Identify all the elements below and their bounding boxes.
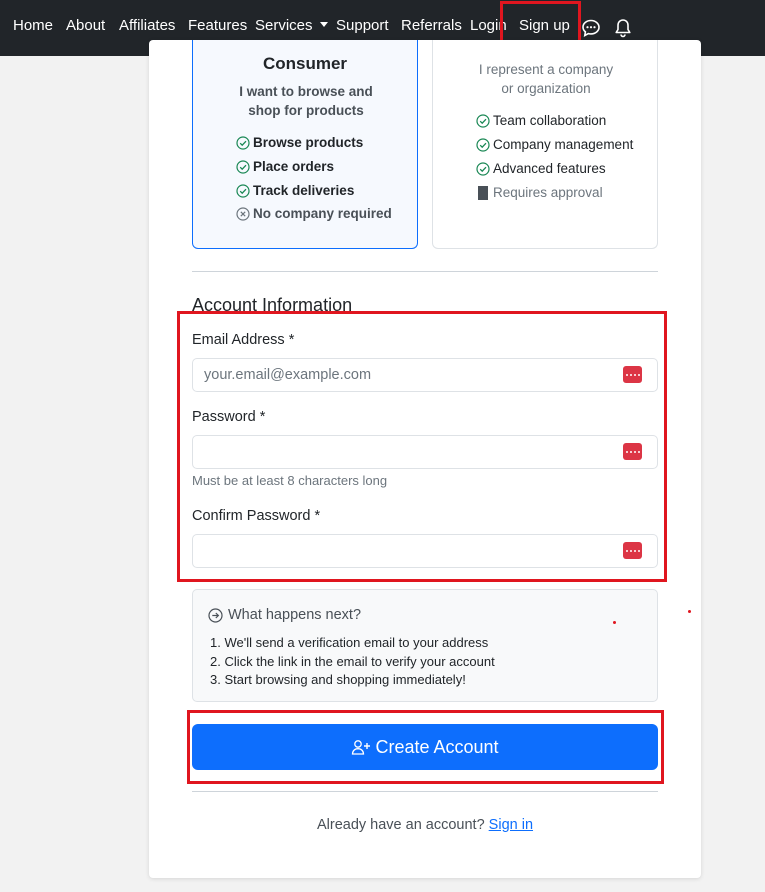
check-circle-icon xyxy=(236,160,250,174)
next-steps-title xyxy=(208,607,361,623)
next-step-item: 2. Click the link in the email to verify your account xyxy=(210,654,495,669)
next-step-item: 3. Start browsing and shopping immediately! xyxy=(210,672,466,687)
nav-support-link[interactable]: Support xyxy=(336,17,389,34)
create-account-label: Create Account xyxy=(375,736,499,757)
feature-label: Requires approval xyxy=(493,185,603,200)
form-fields-highlight-box xyxy=(177,311,667,582)
feature-label: Team collaboration xyxy=(493,113,607,128)
check-circle-icon xyxy=(476,162,490,176)
signin-prompt xyxy=(192,817,658,833)
consumer-feature-item xyxy=(236,206,392,222)
company-feature-item xyxy=(476,113,606,129)
consumer-feature-item xyxy=(236,183,354,199)
check-circle-icon xyxy=(236,184,250,198)
feature-label: Company management xyxy=(493,137,634,152)
next-step-item: 1. We'll send a verification email to your address xyxy=(210,635,489,650)
annotation-dot xyxy=(613,621,616,624)
password-label: Password * xyxy=(192,409,266,425)
hourglass-icon xyxy=(478,186,488,200)
check-circle-icon xyxy=(476,138,490,152)
x-circle-icon xyxy=(236,207,250,221)
next-steps-title-text: What happens next? xyxy=(228,607,362,623)
signin-link[interactable]: Sign in xyxy=(488,817,534,833)
nav-affiliates-link[interactable]: Affiliates xyxy=(119,17,176,34)
footer-divider xyxy=(192,791,658,792)
consumer-title: Consumer xyxy=(262,54,348,73)
consumer-feature-item xyxy=(236,135,363,151)
annotation-dot xyxy=(688,610,691,613)
signin-prompt-text: Already have an account? xyxy=(316,817,485,833)
password-help-text: Must be at least 8 characters long xyxy=(192,473,388,488)
create-account-highlight-box xyxy=(187,710,664,784)
confirm-password-label: Confirm Password * xyxy=(192,508,321,524)
arrow-right-circle-icon xyxy=(208,608,223,623)
next-steps-panel xyxy=(192,589,658,702)
caret-down-icon xyxy=(320,22,328,27)
nav-features-link[interactable]: Features xyxy=(188,17,248,34)
section-divider xyxy=(192,271,658,272)
consumer-feature-item xyxy=(236,159,334,175)
nav-referrals-link[interactable]: Referrals xyxy=(401,17,462,34)
nav-signup-link[interactable]: Sign up xyxy=(519,17,570,34)
feature-label: Track deliveries xyxy=(253,183,355,198)
feature-label: Advanced features xyxy=(493,161,606,176)
nav-services-dropdown[interactable] xyxy=(255,17,328,35)
account-info-heading: Account Information xyxy=(192,295,353,315)
feature-label: No company required xyxy=(253,206,392,221)
nav-about-link[interactable]: About xyxy=(66,17,106,34)
company-feature-item xyxy=(476,137,633,153)
nav-login-link[interactable]: Login xyxy=(470,17,507,34)
company-feature-item xyxy=(476,161,606,177)
feature-label: Place orders xyxy=(253,159,335,174)
consumer-description: I want to browse and shop for products xyxy=(239,84,373,118)
consumer-account-option[interactable] xyxy=(192,40,418,249)
signup-highlight-box xyxy=(500,1,581,45)
company-feature-item xyxy=(478,185,603,201)
nav-services-label: Services xyxy=(255,17,313,34)
company-account-option[interactable] xyxy=(432,40,658,249)
company-description: I represent a company or organization xyxy=(478,62,614,96)
nav-home-link[interactable]: Home xyxy=(13,17,54,34)
check-circle-icon xyxy=(476,114,490,128)
email-label: Email Address * xyxy=(192,332,295,348)
feature-label: Browse products xyxy=(253,135,364,150)
check-circle-icon xyxy=(236,136,250,150)
